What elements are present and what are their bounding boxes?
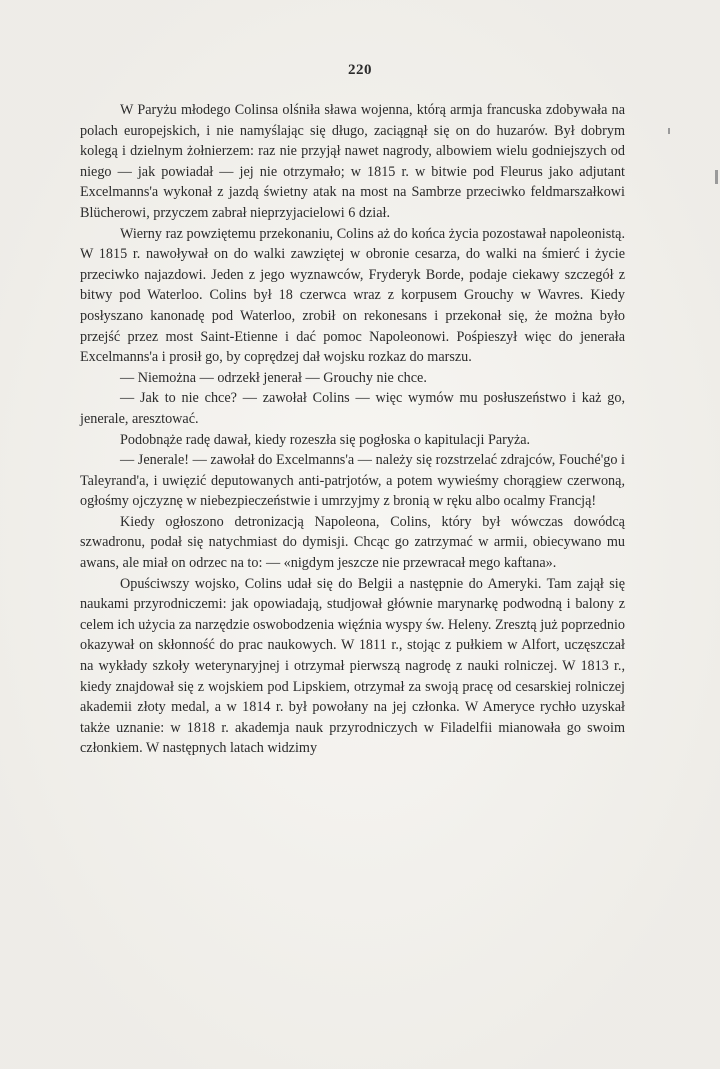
scan-edge-mark bbox=[715, 170, 718, 184]
paragraph: Kiedy ogłoszono detronizacją Napoleona, Colins, który był wówczas dowódcą szwadronu, podał się natychmiast do dymisji. Chcąc go zatrzymać w armii, obiecywano mu awans, ale miał on odrzec na to: — «nigdym jeszcze nie przewracał mego kaftana». bbox=[80, 513, 625, 572]
page-text bbox=[80, 100, 625, 759]
page-number: 220 bbox=[348, 62, 372, 78]
scan-edge-mark bbox=[668, 128, 670, 134]
paragraph: Podobnąże radę dawał, kiedy rozeszła się pogłoska o kapitulacji Paryża. bbox=[120, 431, 531, 448]
paragraph: Opuściwszy wojsko, Colins udał się do Belgii a następnie do Ameryki. Tam zajął się naukami przyrodniczemi: jak opowiadają, studjował głównie marynarkę podwodną i balony z celem ich użycia za narzędzie oswobodzenia więźnia wyspy św. Heleny. Zresztą już poprzednio okazywał on skłonność do prac naukowych. W 1811 r., stojąc z pułkiem w Alfort, uczęszczał na wykłady szkoły weterynaryjnej i otrzymał pierwszą nagrodę z nauki rolniczej. W 1813 r., kiedy znajdował się z wojskiem pod Lipskiem, otrzymał za swoją pracę od cesarskiej rolniczej akademii złoty medal, a w 1814 r. był powołany na jej członka. W Ameryce rychło uzyskał także uznanie: w 1818 r. akademja nauk przyrodniczych w Filadelfii mianowała go swoim członkiem. W następnych latach widzimy bbox=[80, 575, 625, 757]
paragraph: — Jak to nie chce? — zawołał Colins — więc wymów mu posłuszeństwo i każ go, jenerale, aresztować. bbox=[80, 390, 625, 427]
paragraph: — Niemożna — odrzekł jenerał — Grouchy nie chce. bbox=[120, 369, 427, 386]
paragraph: Wierny raz powziętemu przekonaniu, Colins aż do końca życia pozostawał napoleonistą. W 1815 r. nawoływał on do walki zawziętej w obronie cesarza, do walki na śmierć i życie przeciwko najazdowi. Jeden z jego wyznawców, Fryderyk Borde, podaje ciekawy szczegół z bitwy pod Waterloo. Colins był 18 czerwca wraz z korpusem Grouchy w Wavres. Kiedy posłyszano kanonadę pod Waterloo, zrobił on rekonesans i przekonał się, że można było przejść przez most Saint-Etienne i dać pomoc Napoleonowi. Pośpieszył więc do jenerała Excelmanns'a i prosił go, by coprędzej dał wojsku rozkaz do marszu. bbox=[80, 225, 625, 366]
paragraph: — Jenerale! — zawołał do Excelmanns'a — należy się rozstrzelać zdrajców, Fouché'go i Taleyrand'a, i uwięzić deputowanych anti-patrjotów, a potem wywieśmy chorągiew czerwoną, ogłośmy ojczyznę w niebezpieczeństwie i umrzyjmy z bronią w ręku albo ocalmy Francją! bbox=[80, 452, 625, 510]
paragraph: W Paryżu młodego Colinsa olśniła sława wojenna, którą armja francuska zdobywała na polach europejskich, i nie namyślając się długo, zaciągnął się on do huzarów. Był dobrym kolegą i dzielnym żołnierzem: raz nie przyjął nawet nagrody, albowiem wielu godniejszych od niego — jak powiadał — jej nie otrzymało; w 1815 r. w bitwie pod Fleurus jako adjutant Excelmanns'a wykonał z jazdą świetny atak na most na Sambrze przeciwko feldmarszałkowi Blücherowi, przyczem zabrał nieprzyjacielowi 6 dział. bbox=[80, 102, 625, 221]
